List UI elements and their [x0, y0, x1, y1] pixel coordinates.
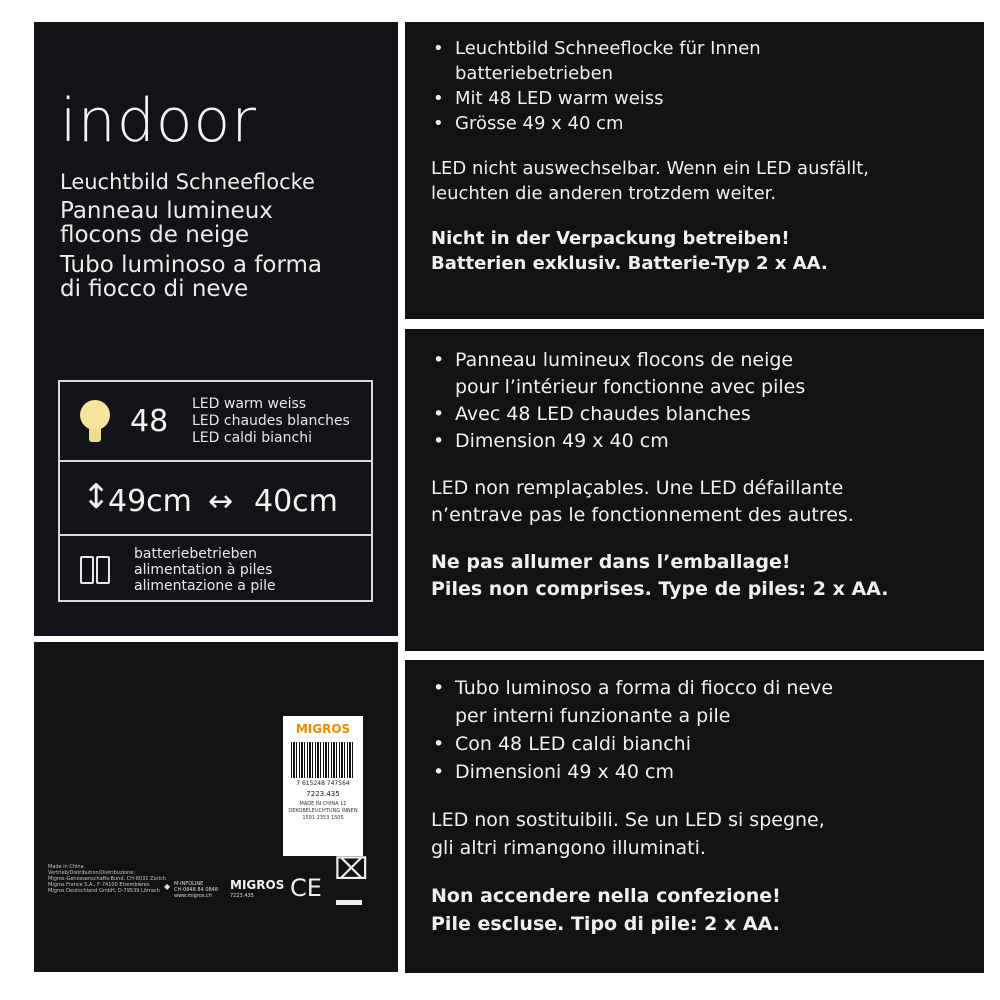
text-panel-fr — [405, 329, 984, 651]
horizontal-arrow-icon: ↔ — [208, 484, 234, 519]
bullet-de-1: • Leuchtbild Schneeflocke für Innen batteriebetrieben — [431, 36, 971, 86]
title-it — [60, 253, 390, 301]
note-it-line1: LED non sostituibili. Se un LED si spegne, — [431, 809, 825, 831]
battery-label-fr: alimentation à piles — [134, 562, 273, 578]
weee-bar-icon — [336, 900, 362, 905]
fine-print-line: Migros Deutschland GmbH, D-79539 Lörrach — [48, 888, 160, 894]
height-value: 49cm — [108, 484, 192, 519]
fine-print-line: Vertrieb/Distribution/Distribuzione: — [48, 870, 135, 876]
bulb-base-icon — [89, 428, 101, 442]
fine-print — [48, 864, 178, 894]
migros-logo: MIGROS — [230, 878, 285, 892]
warning-de — [431, 226, 971, 276]
label-made-in: MADE IN CHINA 11 — [299, 801, 347, 807]
infoline — [174, 881, 224, 899]
infoline-title: M-INFOLINE — [174, 881, 204, 887]
battery-label-it: alimentazione a pile — [134, 578, 276, 594]
title-fr-line2: flocons de neige — [60, 222, 250, 248]
dimension-row — [60, 462, 371, 536]
bullet-list-de — [431, 36, 971, 136]
spec-box — [58, 380, 373, 602]
warning-it-line1: Non accendere nella confezione! — [431, 885, 781, 907]
note-it-line2: gli altri rimangono illuminati. — [431, 837, 706, 859]
warning-fr-line2: Piles non comprises. Type de piles: 2 x AA. — [431, 578, 889, 600]
battery-icon — [80, 556, 94, 584]
note-fr-line2: n’entrave pas le fonctionnement des autres. — [431, 504, 854, 526]
bullet-list-it — [431, 674, 971, 786]
infoline-web: www.migros.ch — [174, 893, 212, 899]
barcode-number: 7 615248 747564 — [296, 780, 350, 787]
battery-labels — [134, 546, 276, 594]
infoline-phone: CH-0848 84 0848 — [174, 887, 219, 893]
barcode — [291, 742, 355, 778]
title-fr-line1: Panneau lumineux — [60, 198, 273, 224]
vertical-arrow-icon: ↕ — [82, 477, 111, 517]
warning-it-line2: Pile escluse. Tipo di pile: 2 x AA. — [431, 913, 780, 935]
warning-de-line1: Nicht in der Verpackung betreiben! — [431, 228, 790, 249]
title-fr — [60, 199, 390, 247]
fine-print-line: Migros-Genossenschafts-Bund, CH-8031 Zürich — [48, 876, 167, 882]
note-it — [431, 806, 971, 862]
battery-label-de: batteriebetrieben — [134, 546, 257, 562]
bullet-fr-3: • Dimension 49 x 40 cm — [431, 428, 971, 455]
migros-article-number: 7223.435 — [230, 893, 254, 899]
price-label — [283, 716, 363, 856]
bulb-icon — [80, 400, 110, 430]
title-it-line1: Tubo luminoso a forma — [60, 252, 323, 278]
led-label-it: LED caldi bianchi — [192, 430, 312, 446]
package-back-panel — [34, 642, 398, 972]
led-label-fr: LED chaudes blanches — [192, 413, 350, 429]
warning-fr-line1: Ne pas allumer dans l’emballage! — [431, 551, 791, 573]
text-fr — [431, 347, 971, 603]
led-row — [60, 382, 371, 462]
text-panel-de — [405, 22, 984, 319]
label-description: DEKOBELEUCHTUNG INNEN — [288, 808, 358, 814]
text-panel-it — [405, 660, 984, 973]
fine-print-line: Migros France S.A., F-74100 Etrembières — [48, 882, 150, 888]
note-de — [431, 156, 971, 206]
led-count: 48 — [130, 404, 169, 439]
infoline-icon: ◆ — [164, 882, 171, 891]
text-it — [431, 674, 971, 938]
bullet-de-3: • Grösse 49 x 40 cm — [431, 111, 971, 136]
article-number: 7223.435 — [306, 790, 340, 798]
note-de-line2: leuchten die anderen trotzdem weiter. — [431, 183, 777, 204]
product-titles — [60, 169, 390, 307]
bullet-it-3: • Dimensioni 49 x 40 cm — [431, 758, 971, 786]
bullet-it-2: • Con 48 LED caldi bianchi — [431, 730, 971, 758]
title-it-line2: di fiocco di neve — [60, 276, 249, 302]
fine-print-line: Made in China — [48, 864, 84, 870]
width-value: 40cm — [254, 484, 338, 519]
bullet-list-fr — [431, 347, 971, 455]
ce-mark-icon: CE — [290, 874, 322, 902]
label-code: 1501 2353 1505 — [302, 815, 344, 821]
note-de-line1: LED nicht auswechselbar. Wenn ein LED ausfällt, — [431, 158, 870, 179]
bullet-de-2: • Mit 48 LED warm weiss — [431, 86, 971, 111]
label-details — [283, 801, 363, 822]
bullet-it-1: • Tubo luminoso a forma di fiocco di neve per interni funzionante a pile — [431, 674, 971, 730]
brand-indoor: indoor — [60, 86, 257, 156]
bullet-fr-1: • Panneau lumineux flocons de neige pour l’intérieur fonctionne avec piles — [431, 347, 971, 401]
note-fr-line1: LED non remplaçables. Une LED défaillante — [431, 477, 844, 499]
bullet-fr-2: • Avec 48 LED chaudes blanches — [431, 401, 971, 428]
led-label-de: LED warm weiss — [192, 396, 307, 412]
title-de: Leuchtbild Schneeflocke — [60, 170, 315, 194]
led-labels — [192, 396, 350, 447]
migros-label-logo: MIGROS — [295, 722, 351, 736]
warning-fr — [431, 549, 971, 603]
package-front-panel — [34, 22, 398, 636]
note-fr — [431, 475, 971, 529]
text-de — [431, 36, 971, 276]
battery-row — [60, 536, 371, 600]
battery-icon — [96, 556, 110, 584]
weee-bin-icon: ⌧ — [334, 852, 369, 887]
warning-de-line2: Batterien exklusiv. Batterie-Typ 2 x AA. — [431, 253, 828, 274]
warning-it — [431, 882, 971, 938]
